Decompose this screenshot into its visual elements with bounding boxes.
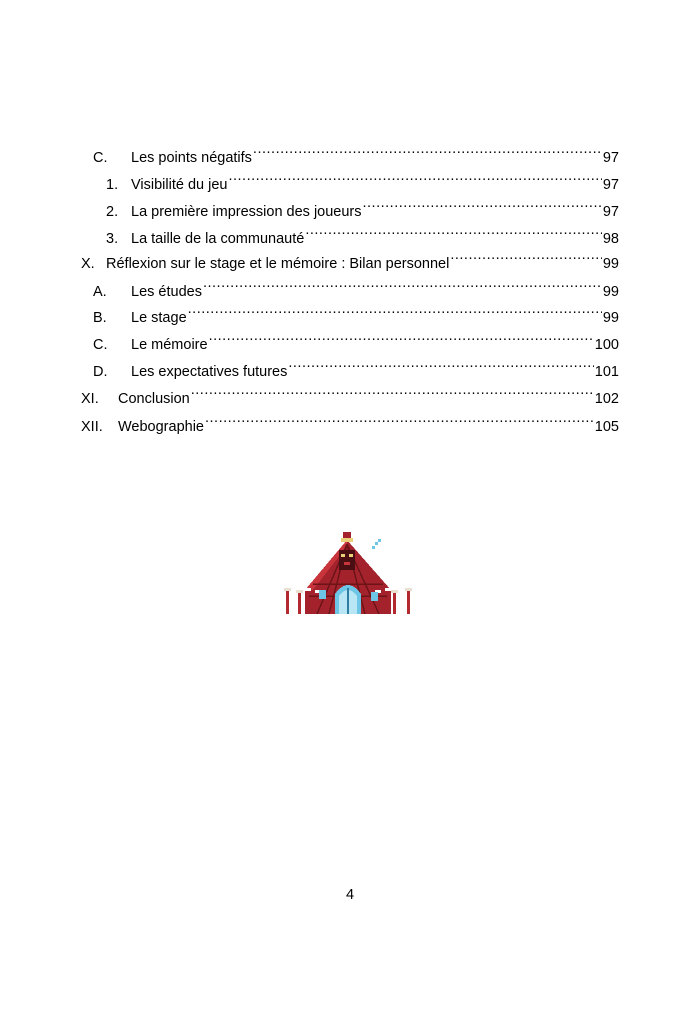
toc-entry-number: B.	[93, 310, 107, 326]
toc-leader-dots	[363, 196, 602, 216]
toc-entry-title: Le mémoire	[131, 337, 208, 353]
toc-entry[interactable]	[81, 383, 619, 407]
toc-entry[interactable]	[93, 142, 619, 166]
toc-entry-number: 2.	[106, 204, 119, 220]
toc-entry-title: La première impression des joueurs	[131, 204, 362, 220]
toc-entry[interactable]	[106, 196, 619, 220]
toc-entry-page: 99	[602, 284, 619, 300]
toc-entry-page: 105	[594, 419, 619, 435]
toc-leader-dots	[450, 248, 602, 268]
toc-entry-title: Les études	[131, 284, 202, 300]
toc-entry-number: C.	[93, 150, 108, 166]
toc-entry-number: XII.	[81, 419, 103, 435]
toc-entry-number: 1.	[106, 177, 119, 193]
toc-entry-page: 99	[602, 310, 619, 326]
toc-entry-title: Webographie	[118, 419, 204, 435]
toc-leader-dots	[288, 356, 593, 376]
toc-entry[interactable]	[93, 276, 619, 300]
toc-entry-page: 101	[594, 364, 619, 380]
toc-entry-page: 97	[602, 150, 619, 166]
toc-entry-page: 100	[594, 337, 619, 353]
toc-entry-number: 3.	[106, 231, 119, 247]
toc-entry-title: Conclusion	[118, 391, 190, 407]
toc-leader-dots	[205, 411, 594, 431]
toc-entry-title: Le stage	[131, 310, 187, 326]
toc-leader-dots	[191, 383, 594, 403]
toc-entry[interactable]	[81, 411, 619, 435]
toc-entry-number: D.	[93, 364, 108, 380]
toc-entry-number: XI.	[81, 391, 99, 407]
toc-entry-title: Réflexion sur le stage et le mémoire : Bilan personnel	[106, 256, 450, 272]
toc-entry-title: Les expectatives futures	[131, 364, 288, 380]
toc-entry-page: 97	[602, 204, 619, 220]
toc-entry-page: 99	[602, 256, 619, 272]
toc-entry[interactable]	[106, 223, 619, 247]
toc-entry-title: La taille de la communauté	[131, 231, 305, 247]
toc-leader-dots	[253, 142, 602, 162]
toc-leader-dots	[203, 276, 602, 296]
toc-entry-number: A.	[93, 284, 107, 300]
pixel-art-hut-icon	[283, 530, 415, 621]
toc-entry[interactable]	[93, 329, 619, 353]
toc-entry[interactable]	[93, 356, 619, 380]
toc-entry[interactable]	[93, 302, 619, 326]
toc-entry-title: Visibilité du jeu	[131, 177, 228, 193]
toc-entry-page: 97	[602, 177, 619, 193]
toc-leader-dots	[305, 223, 602, 243]
toc-entry-page: 102	[594, 391, 619, 407]
toc-entry-page: 98	[602, 231, 619, 247]
toc-entry[interactable]	[81, 248, 619, 272]
toc-entry-title: Les points négatifs	[131, 150, 252, 166]
toc-entry-number: X.	[81, 256, 95, 272]
toc-leader-dots	[188, 302, 602, 322]
toc-leader-dots	[209, 329, 594, 349]
toc-entry-number: C.	[93, 337, 108, 353]
page-number: 4	[345, 887, 355, 903]
toc-entry[interactable]	[106, 169, 619, 193]
toc-leader-dots	[228, 169, 601, 189]
